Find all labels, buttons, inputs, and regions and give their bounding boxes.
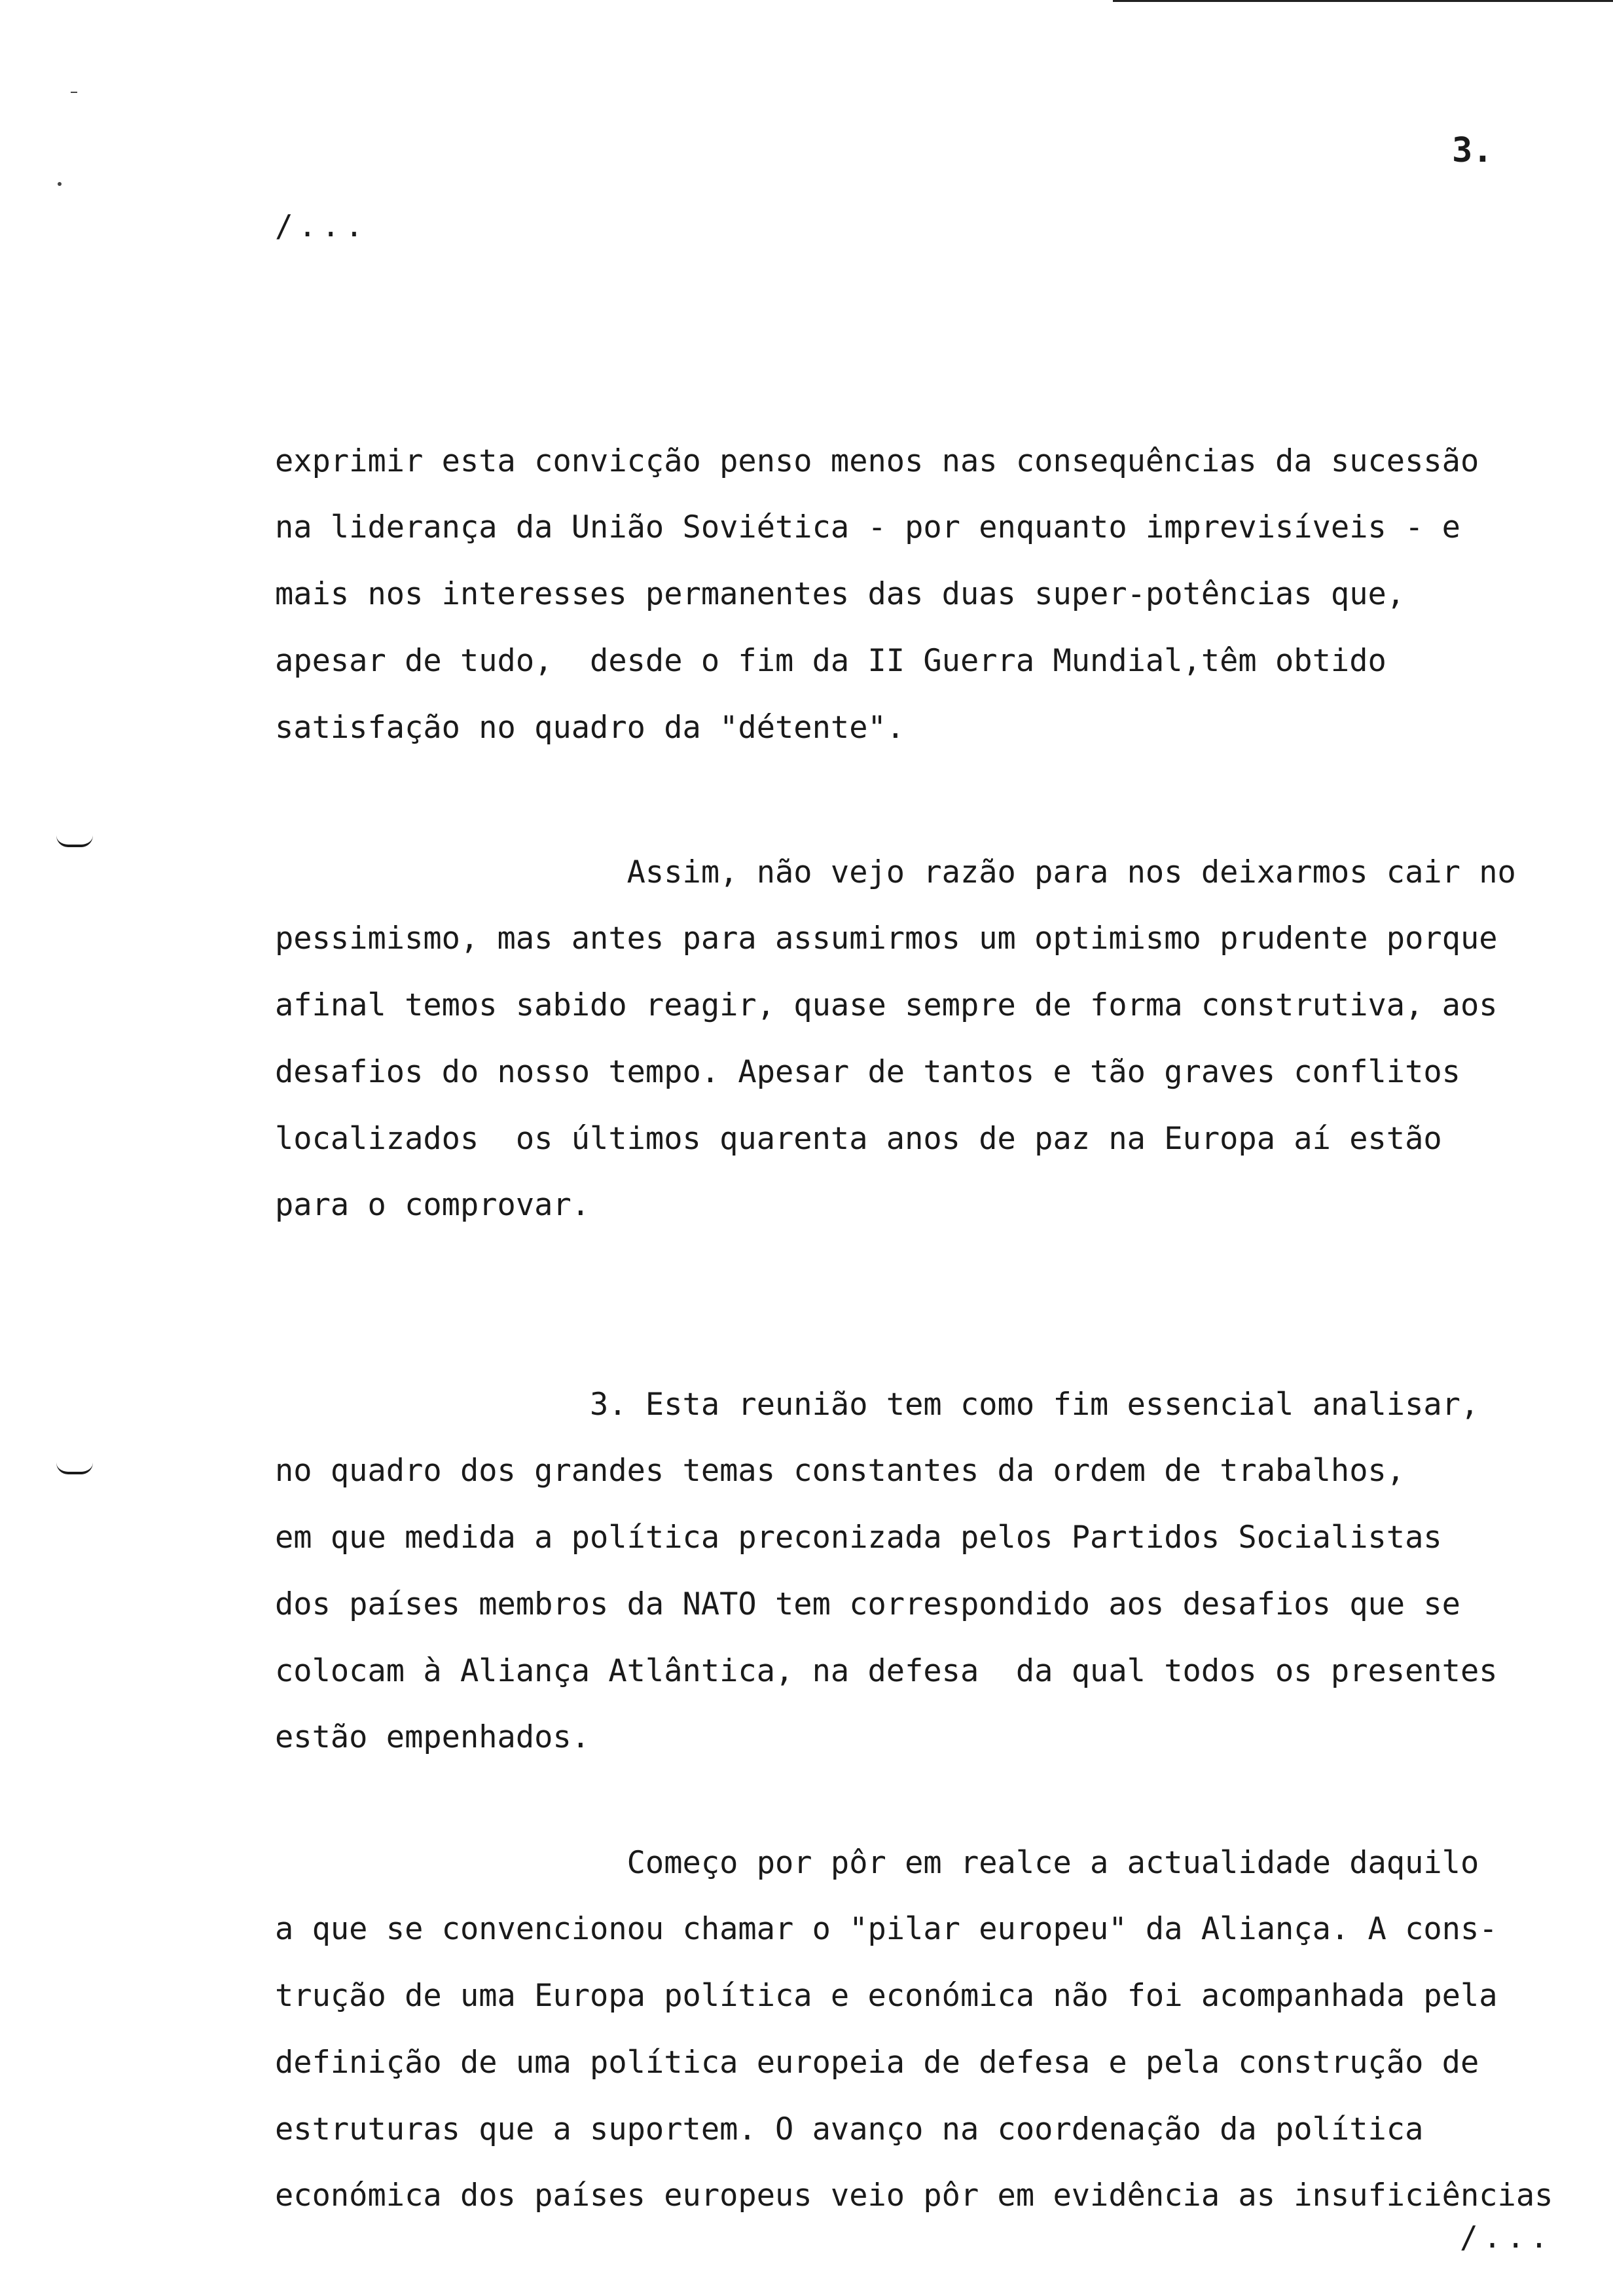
margin-speck xyxy=(71,92,77,93)
text-line: desafios do nosso tempo. Apesar de tantos e tão graves conflitos xyxy=(275,1053,1460,1090)
binding-mark xyxy=(56,835,93,847)
page-number: 3. xyxy=(1452,131,1493,170)
text-line: definição de uma política europeia de defesa e pela construção de xyxy=(275,2044,1479,2081)
text-line: Começo por pôr em realce a actualidade daquilo xyxy=(275,1844,1479,1881)
text-line: Assim, não vejo razão para nos deixarmos cair no xyxy=(275,854,1516,890)
text-line: localizados os últimos quarenta anos de paz na Europa aí estão xyxy=(275,1120,1442,1157)
text-line: estruturas que a suportem. O avanço na coordenação da política xyxy=(275,2111,1424,2147)
binding-mark xyxy=(56,1463,93,1474)
text-line: a que se convencionou chamar o "pilar europeu" da Aliança. A cons- xyxy=(275,1911,1498,1948)
text-line: trução de uma Europa política e económica não foi acompanhada pela xyxy=(275,1978,1498,2014)
paragraph xyxy=(275,1305,1591,1838)
text-line: pessimismo, mas antes para assumirmos um optimismo prudente porque xyxy=(275,920,1498,957)
top-edge-line xyxy=(1113,0,1613,2)
paragraph xyxy=(275,773,1591,1305)
continuation-mark-bottom: /... xyxy=(1460,2219,1553,2255)
paragraph xyxy=(275,1763,1591,2296)
text-line: 3. Esta reunião tem como fim essencial analisar, xyxy=(275,1386,1479,1423)
text-line: económica dos países europeus veio pôr em evidência as insuficiências xyxy=(275,2178,1553,2214)
text-line: exprimir esta convicção penso menos nas consequências da sucessão xyxy=(275,443,1479,479)
text-line: satisfação no quadro da "détente". xyxy=(275,709,905,746)
text-line: no quadro dos grandes temas constantes da ordem de trabalhos, xyxy=(275,1453,1405,1489)
text-line: na liderança da União Soviética - por enquanto imprevisíveis - e xyxy=(275,509,1460,546)
text-line: em que medida a política preconizada pelos Partidos Socialistas xyxy=(275,1520,1442,1556)
text-line: mais nos interesses permanentes das duas super-potências que, xyxy=(275,576,1405,613)
continuation-mark-top: /... xyxy=(275,208,369,244)
text-line: apesar de tudo, desde o fim da II Guerra Mundial,têm obtido xyxy=(275,642,1386,679)
text-line: dos países membros da NATO tem correspondido aos desafios que se xyxy=(275,1586,1460,1622)
text-line: para o comprovar. xyxy=(275,1187,590,1224)
text-line: afinal temos sabido reagir, quase sempre de forma construtiva, aos xyxy=(275,987,1498,1024)
margin-speck xyxy=(58,182,62,186)
text-line: colocam à Aliança Atlântica, na defesa da qual todos os presentes xyxy=(275,1652,1498,1689)
paragraph xyxy=(275,361,1591,828)
text-line: estão empenhados. xyxy=(275,1719,590,1756)
